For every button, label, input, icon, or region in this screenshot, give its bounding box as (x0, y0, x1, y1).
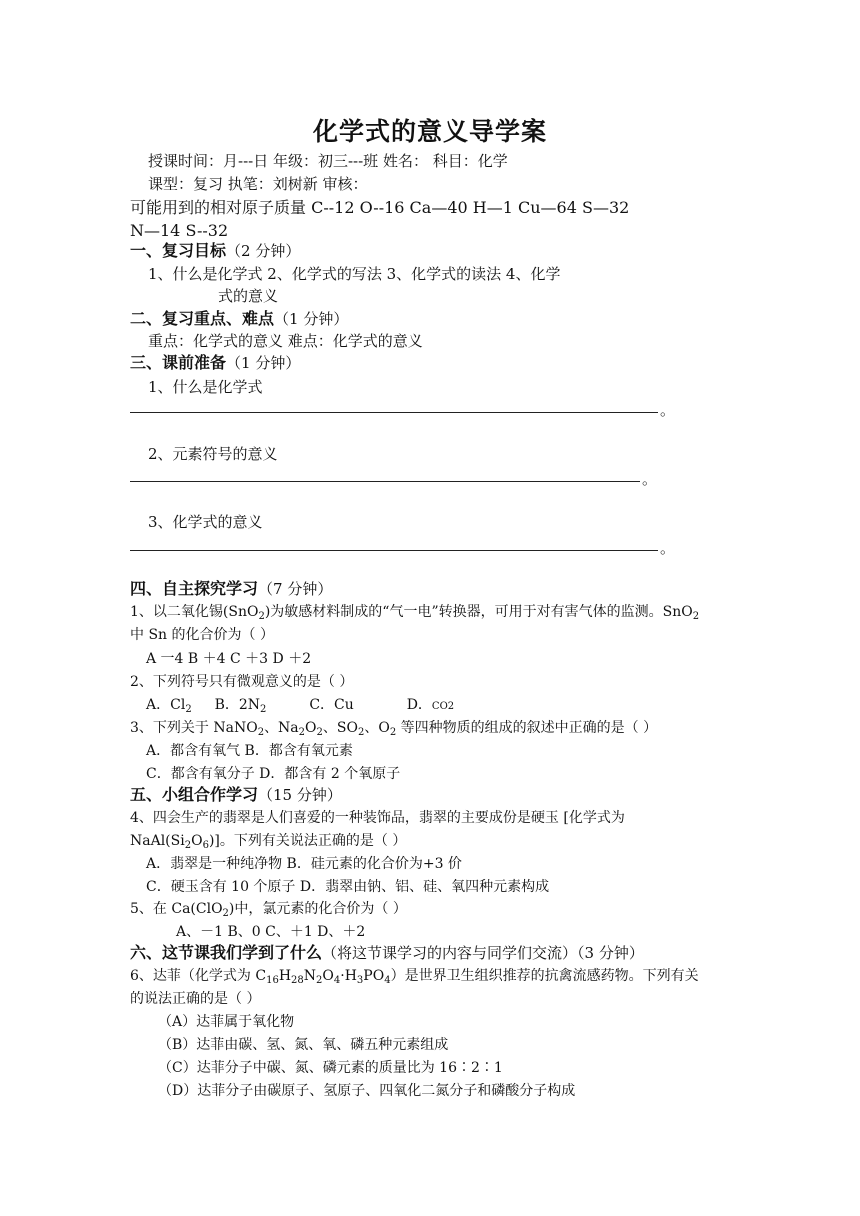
question-1-line-1: 1、以二氧化锡(SnO$_2$)为敏感材料制成的“气一电”转换器，可用于对有害气体的监测。SnO$_2$ (130, 604, 700, 622)
answer-end-mark-3: 。 (660, 539, 676, 557)
section-1-heading: 一、复习目标（2 分钟） (130, 241, 301, 260)
question-6-option-a: （A）达菲属于氧化物 (158, 1014, 295, 1030)
question-2-options: A．$Cl_2$ B．$2N_2$ C．Cu D．CO2 (146, 697, 455, 715)
section-3-heading: 三、课前准备（1 分钟） (130, 353, 301, 372)
question-6-option-b: （B）达菲由碳、氢、氮、氧、磷五种元素组成 (158, 1037, 449, 1053)
question-6-option-d: （D）达菲分子由碳原子、氢原子、四氧化二氮分子和磷酸分子构成 (158, 1083, 576, 1099)
atomic-mass-line-cont: N—14 S--32 (130, 221, 229, 240)
question-4-line-1: 4、四会生产的翡翠是人们喜爱的一种装饰品，翡翠的主要成份是硬玉 [化学式为 (130, 810, 625, 826)
document-title: 化学式的意义导学案 (312, 117, 547, 146)
question-6-line-2: 的说法正确的是（ ） (130, 991, 261, 1007)
question-3-line: 3、下列关于 NaNO$_2$、$Na_2O_2$、$SO_2$、$O_2$ 等四种物质的组成的叙述中正确的是（ ） (130, 720, 658, 738)
prep-question-2: 2、元素符号的意义 (148, 445, 278, 463)
question-4-line-2: $NaAl(Si_2O_6)$]。下列有关说法正确的是（ ） (130, 833, 407, 851)
section-1-line-2: 式的意义 (218, 287, 279, 305)
header-line-1: 授课时间：月---日 年级：初三---班 姓名： 科目：化学 (148, 152, 508, 170)
prep-question-1: 1、什么是化学式 (148, 378, 263, 396)
section-1-line-1: 1、什么是化学式 2、化学式的写法 3、化学式的读法 4、化学 (148, 265, 561, 283)
answer-blank-1[interactable] (130, 412, 658, 413)
section-5-heading: 五、小组合作学习（15 分钟） (130, 785, 342, 804)
section-4-heading: 四、自主探究学习（7 分钟） (130, 579, 333, 598)
question-4-options-row-2: C．硬玉含有 10 个原子 D．翡翠由钠、铝、硅、氧四种元素构成 (146, 879, 550, 895)
question-5-line: 5、在 Ca(ClO$_2$)中，氯元素的化合价为（ ） (130, 901, 407, 919)
section-2-heading: 二、复习重点、难点（1 分钟） (130, 309, 349, 328)
answer-end-mark-1: 。 (660, 401, 676, 419)
question-5-options: A、－1 B、0 C、＋1 D、＋2 (176, 924, 366, 940)
question-4-options-row-1: A．翡翠是一种纯净物 B．硅元素的化合价为+3 价 (146, 856, 462, 872)
question-2-line: 2、下列符号只有微观意义的是（ ） (130, 674, 354, 690)
question-3-options-row-2: C．都含有氧分子 D．都含有 2 个氧原子 (146, 766, 401, 782)
prep-question-3: 3、化学式的意义 (148, 513, 263, 531)
question-6-line-1: 6、达菲（化学式为 $C_{16}H_{28}N_2O_4\cdot H_3PO_4$）是世界卫生组织推荐的抗禽流感药物。下列有关 (130, 968, 699, 986)
question-3-options-row-1: A．都含有氧气 B．都含有氧元素 (146, 743, 353, 759)
header-line-2: 课型：复习 执笔：刘树新 审核： (148, 175, 368, 193)
question-6-option-c: （C）达菲分子中碳、氮、磷元素的质量比为 16∶2∶1 (158, 1060, 503, 1076)
question-1-options: A 一4 B ＋4 C ＋3 D ＋2 (146, 651, 312, 667)
answer-blank-3[interactable] (130, 550, 658, 551)
question-1-line-2: 中 Sn 的化合价为（ ） (130, 627, 274, 643)
section-6-heading: 六、这节课我们学到了什么（将这节课学习的内容与同学们交流）（3 分钟） (130, 943, 644, 962)
answer-end-mark-2: 。 (642, 470, 658, 488)
answer-blank-2[interactable] (130, 481, 640, 482)
atomic-mass-line: 可能用到的相对原子质量 C--12 O--16 Ca—40 H—1 Cu—64 S—32 (130, 198, 630, 217)
section-2-line: 重点：化学式的意义 难点：化学式的意义 (148, 332, 423, 350)
